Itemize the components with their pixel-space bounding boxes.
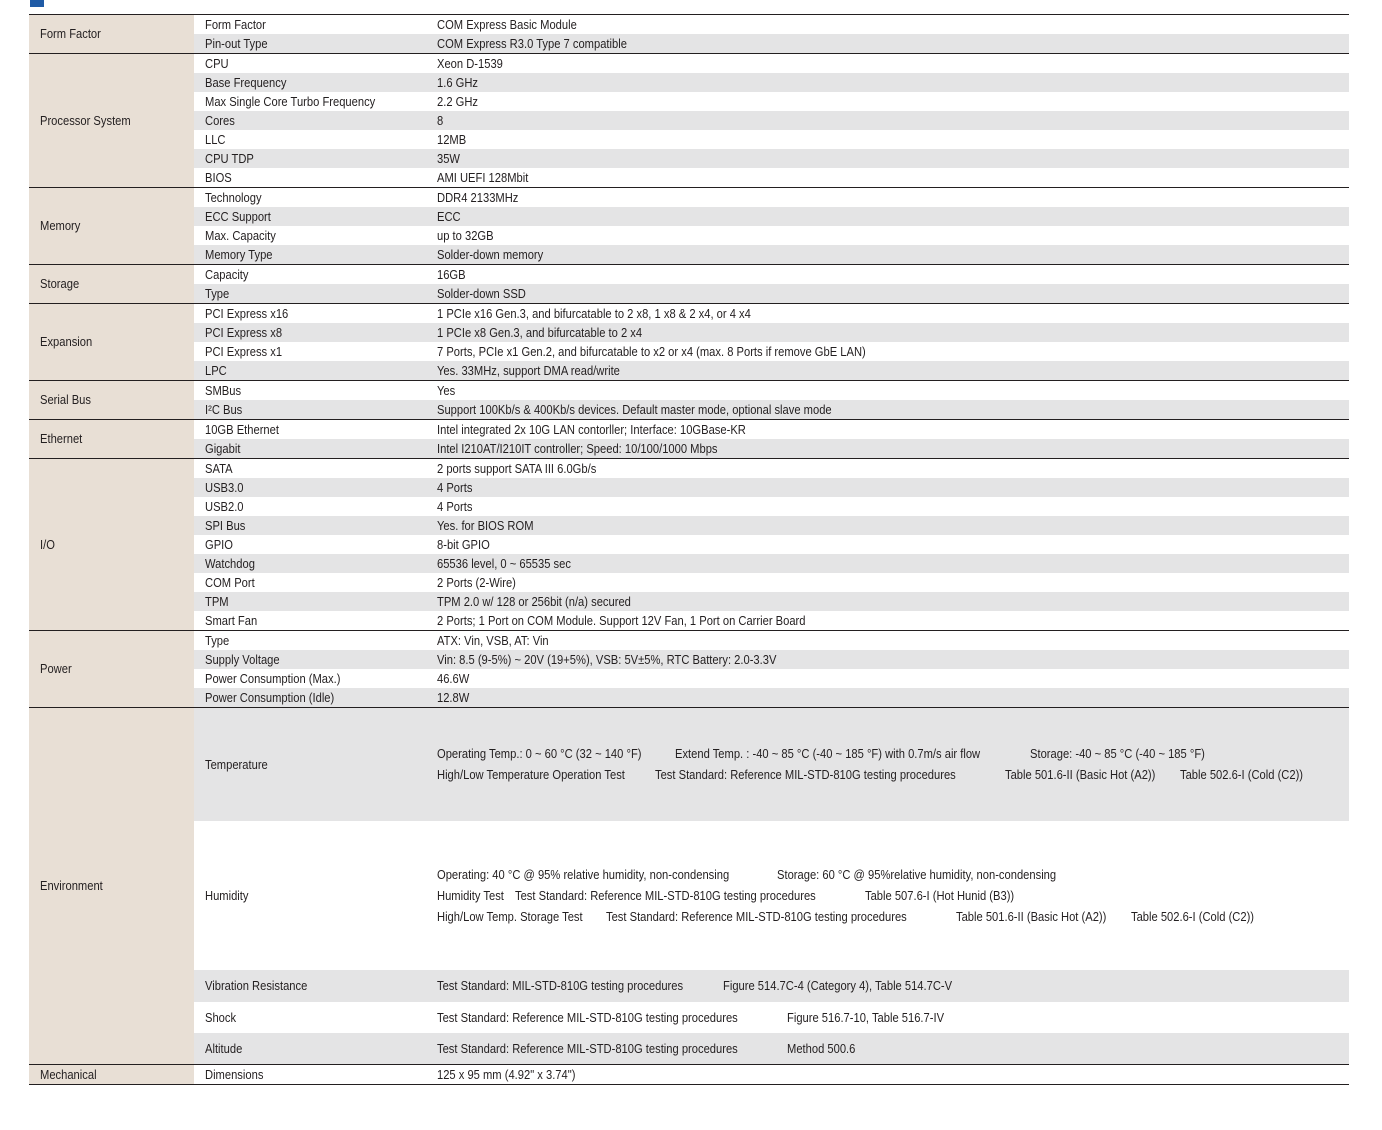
spec-label: SMBus [205,382,242,398]
spec-value-cell [426,226,1349,245]
spec-value: 4 Ports [437,479,473,495]
table-row [29,970,1349,1002]
spec-value: 1 PCIe x16 Gen.3, and bifurcatable to 2 x8, 1 x8 & 2 x4, or 4 x4 [437,305,751,321]
table-row [29,497,1349,516]
spec-label-cell [194,149,426,168]
spec-value-cell [426,573,1349,592]
spec-value: 46.6W [437,670,470,686]
table-row [29,188,1349,208]
spec-label-cell [194,1002,426,1033]
spec-value-cell [426,188,1349,208]
table-row [29,688,1349,708]
table-row [29,361,1349,381]
table-row [29,15,1349,34]
spec-label-cell [194,342,426,361]
spec-value-cell [426,73,1349,92]
spec-label: BIOS [205,169,232,185]
spec-label-cell [194,516,426,535]
spec-value-cell [426,611,1349,631]
table-row [29,516,1349,535]
spec-value-line: Table 507.6-I (Hot Hunid (B3)) [864,887,1014,903]
spec-value-cell [426,168,1349,188]
spec-label: Max. Capacity [205,227,276,243]
spec-label-cell [194,323,426,342]
category-label: Form Factor [40,26,101,41]
spec-value-line: Figure 516.7-10, Table 516.7-IV [786,1009,944,1025]
table-row [29,149,1349,168]
spec-label-cell [194,535,426,554]
spec-value-cell [426,361,1349,381]
spec-value: Yes. 33MHz, support DMA read/write [437,362,620,378]
spec-label: Humidity [205,887,249,903]
spec-value: Support 100Kb/s & 400Kb/s devices. Default master mode, optional slave mode [437,401,832,417]
spec-label-cell [194,207,426,226]
table-row [29,92,1349,111]
spec-value: 2.2 GHz [437,93,479,109]
spec-value-line: Table 501.6-II (Basic Hot (A2)) [956,908,1107,924]
spec-value-cell [426,631,1349,651]
spec-value: 35W [437,150,460,166]
spec-value: 1 PCIe x8 Gen.3, and bifurcatable to 2 x4 [437,324,643,340]
spec-label: Pin-out Type [205,35,268,51]
spec-label-cell [194,400,426,420]
spec-value-line: Storage: 60 °C @ 95%relative humidity, non-condensing [776,866,1056,882]
spec-label: Power Consumption (Max.) [205,670,341,686]
table-row [29,265,1349,285]
category-cell [29,15,194,54]
spec-label-cell [194,439,426,459]
spec-value-cell [426,650,1349,669]
spec-label: Vibration Resistance [205,978,308,993]
table-row [29,207,1349,226]
category-cell [29,304,194,381]
table-row [29,708,1349,822]
spec-value: Solder-down SSD [437,285,526,301]
category-label: Environment [40,878,103,893]
table-row [29,304,1349,324]
spec-value: TPM 2.0 w/ 128 or 256bit (n/a) secured [437,593,631,609]
table-row [29,592,1349,611]
spec-label: CPU [205,55,229,71]
spec-value: 125 x 95 mm (4.92" x 3.74") [437,1066,576,1082]
spec-label-cell [194,73,426,92]
spec-label-cell [194,226,426,245]
spec-label: Type [205,285,230,301]
spec-value-cell [426,439,1349,459]
spec-label-cell [194,592,426,611]
spec-label-cell [194,573,426,592]
spec-label-cell [194,688,426,708]
spec-value-line: Extend Temp. : -40 ~ 85 °C (-40 ~ 185 °F) with 0.7m/s air flow [674,746,980,761]
table-row [29,168,1349,188]
spec-value-cell [426,400,1349,420]
table-row [29,1033,1349,1065]
table-row [29,573,1349,592]
category-label: Serial Bus [40,392,91,407]
spec-value-cell [426,149,1349,168]
spec-value: Intel I210AT/I210IT controller; Speed: 10/100/1000 Mbps [437,440,718,456]
spec-label-cell [194,34,426,54]
spec-value-cell [426,497,1349,516]
spec-label-cell [194,188,426,208]
category-cell [29,54,194,188]
spec-value-cell [426,342,1349,361]
spec-value-cell [426,304,1349,324]
category-cell [29,708,194,1065]
category-label: Processor System [40,112,131,128]
spec-value-cell [426,688,1349,708]
spec-value-line: Test Standard: MIL-STD-810G testing procedures [437,978,684,993]
spec-label: USB2.0 [205,498,244,514]
spec-label: Memory Type [205,246,273,262]
spec-value-line: Test Standard: Reference MIL-STD-810G testing procedures [655,767,957,782]
spec-value-cell [426,111,1349,130]
spec-label: Shock [205,1009,237,1025]
spec-value-cell [426,535,1349,554]
spec-value: AMI UEFI 128Mbit [437,169,529,185]
spec-label: Capacity [205,266,249,282]
spec-label: Technology [205,189,262,205]
table-row [29,459,1349,479]
spec-value: 16GB [437,266,466,282]
spec-value: 1.6 GHz [437,74,479,90]
spec-value-cell [426,284,1349,304]
spec-value: Yes [437,382,456,398]
table-row [29,381,1349,401]
category-label: Expansion [40,334,93,349]
spec-label: Gigabit [205,440,241,456]
table-row [29,130,1349,149]
spec-value: 8 [437,112,444,128]
category-cell [29,459,194,631]
spec-value-cell [426,92,1349,111]
table-row [29,535,1349,554]
spec-value-line: Table 502.6-I (Cold (C2)) [1130,908,1254,924]
table-row [29,554,1349,573]
spec-value-cell [426,821,1349,970]
spec-label: Altitude [205,1040,243,1056]
spec-label: Supply Voltage [205,651,280,667]
spec-value: 4 Ports [437,498,473,514]
table-row [29,650,1349,669]
spec-value-cell [426,130,1349,149]
table-row [29,669,1349,688]
spec-value-line: Method 500.6 [786,1040,856,1056]
category-cell [29,188,194,265]
spec-label: CPU TDP [205,150,254,166]
spec-value-cell [426,245,1349,265]
spec-value-cell [426,15,1349,34]
spec-value-cell [426,478,1349,497]
spec-value-line: High/Low Temp. Storage Test [437,908,583,924]
spec-value: Solder-down memory [437,246,544,262]
spec-value: 2 Ports; 1 Port on COM Module. Support 12V Fan, 1 Port on Carrier Board [437,612,806,628]
spec-value-cell [426,323,1349,342]
spec-label-cell [194,497,426,516]
category-label: I/O [40,536,55,552]
spec-value: 65536 level, 0 ~ 65535 sec [437,555,571,571]
spec-label: LPC [205,362,227,378]
spec-label: Type [205,632,230,648]
spec-value-line: Table 501.6-II (Basic Hot (A2)) [1005,767,1156,782]
spec-value: COM Express Basic Module [437,16,577,32]
spec-label: I²C Bus [205,401,243,417]
spec-label-cell [194,284,426,304]
spec-label: COM Port [205,574,255,590]
spec-value: Vin: 8.5 (9-5%) ~ 20V (19+5%), VSB: 5V±5%, RTC Battery: 2.0-3.3V [437,651,777,667]
table-row [29,439,1349,459]
spec-value-cell [426,1002,1349,1033]
spec-label-cell [194,1033,426,1065]
spec-label-cell [194,381,426,401]
spec-value-cell [426,265,1349,285]
spec-label: Max Single Core Turbo Frequency [205,93,376,109]
spec-value-line: Figure 514.7C-4 (Category 4), Table 514.7C-V [723,978,953,993]
spec-value-line: Table 502.6-I (Cold (C2)) [1180,767,1304,782]
spec-value-cell [426,54,1349,74]
spec-value-cell [426,516,1349,535]
spec-label-cell [194,611,426,631]
spec-label-cell [194,245,426,265]
table-row [29,342,1349,361]
category-cell [29,1065,194,1085]
spec-value: Yes. for BIOS ROM [437,517,534,533]
spec-value-line: Test Standard: Reference MIL-STD-810G testing procedures [437,1009,738,1025]
spec-value-line: Operating: 40 °C @ 95% relative humidity, non-condensing [437,866,730,882]
table-row [29,73,1349,92]
spec-label: SPI Bus [205,517,246,533]
specifications-body [29,15,1349,1085]
table-row [29,1002,1349,1033]
table-row [29,323,1349,342]
spec-label-cell [194,15,426,34]
spec-label: Dimensions [205,1066,264,1082]
specifications-table [29,15,1349,1085]
spec-label-cell [194,631,426,651]
spec-value: Intel integrated 2x 10G LAN contorller; Interface: 10GBase-KR [437,421,746,437]
category-cell [29,631,194,708]
spec-label: LLC [205,131,226,147]
spec-value-cell [426,554,1349,573]
header-accent-mark [30,0,44,7]
category-label: Power [40,661,72,676]
spec-label: Cores [205,112,235,128]
spec-label: GPIO [205,536,233,552]
table-row [29,226,1349,245]
spec-label-cell [194,669,426,688]
spec-value-line: Operating Temp.: 0 ~ 60 °C (32 ~ 140 °F) [437,746,642,761]
spec-value: ATX: Vin, VSB, AT: Vin [437,632,549,648]
spec-label-cell [194,361,426,381]
table-row [29,34,1349,54]
spec-label: PCI Express x8 [205,324,283,340]
spec-value-cell [426,420,1349,440]
table-row [29,821,1349,970]
table-row [29,478,1349,497]
spec-value-cell [426,669,1349,688]
spec-value-line: Storage: -40 ~ 85 °C (-40 ~ 185 °F) [1029,746,1205,761]
spec-label: SATA [205,460,233,476]
spec-label-cell [194,265,426,285]
spec-value-cell [426,1065,1349,1085]
spec-label-cell [194,708,426,822]
spec-label-cell [194,821,426,970]
spec-label-cell [194,459,426,479]
spec-value-line: Test Standard: Reference MIL-STD-810G testing procedures [514,887,816,903]
category-cell [29,381,194,420]
table-row [29,245,1349,265]
table-row [29,631,1349,651]
spec-label: 10GB Ethernet [205,421,279,437]
spec-value-cell [426,708,1349,822]
spec-label: Watchdog [205,555,255,571]
spec-label-cell [194,54,426,74]
spec-value: 7 Ports, PCIe x1 Gen.2, and bifurcatable to x2 or x4 (max. 8 Ports if remove GbE LAN) [437,343,866,359]
table-row [29,1065,1349,1085]
spec-label-cell [194,111,426,130]
table-row [29,284,1349,304]
spec-value-cell [426,34,1349,54]
spec-label: Form Factor [205,16,266,32]
spec-value: ECC [437,208,461,224]
spec-value-line: High/Low Temperature Operation Test [437,767,625,782]
spec-label: PCI Express x1 [205,343,283,359]
spec-label-cell [194,130,426,149]
spec-value-cell [426,459,1349,479]
spec-label: Smart Fan [205,612,258,628]
spec-value: Xeon D-1539 [437,55,503,71]
spec-label-cell [194,1065,426,1085]
spec-value: 8-bit GPIO [437,536,490,552]
table-row [29,400,1349,420]
spec-label: TPM [205,593,229,609]
spec-value: DDR4 2133MHz [437,189,519,205]
spec-label: Temperature [205,756,268,772]
spec-value: 12.8W [437,689,470,705]
spec-value: 2 Ports (2-Wire) [437,574,516,590]
spec-label-cell [194,420,426,440]
category-cell [29,420,194,459]
table-row [29,111,1349,130]
spec-label-cell [194,478,426,497]
table-row [29,54,1349,74]
spec-label: Power Consumption (Idle) [205,689,335,705]
spec-value: 2 ports support SATA III 6.0Gb/s [437,460,597,476]
spec-value: COM Express R3.0 Type 7 compatible [437,35,627,51]
spec-label-cell [194,970,426,1002]
table-row [29,420,1349,440]
spec-label-cell [194,650,426,669]
table-row [29,611,1349,631]
category-label: Storage [40,276,80,291]
spec-label-cell [194,168,426,188]
spec-value-cell [426,1033,1349,1065]
spec-label-cell [194,304,426,324]
spec-label: Base Frequency [205,74,287,90]
spec-label: USB3.0 [205,479,244,495]
category-label: Memory [40,218,81,233]
spec-value-cell [426,381,1349,401]
spec-value: 12MB [437,131,467,147]
spec-label-cell [194,554,426,573]
spec-label: PCI Express x16 [205,305,289,321]
spec-value-line: Humidity Test [437,887,504,903]
spec-value-cell [426,592,1349,611]
spec-value-line: Test Standard: Reference MIL-STD-810G testing procedures [437,1040,738,1056]
category-label: Ethernet [40,431,83,446]
spec-label-cell [194,92,426,111]
spec-value: up to 32GB [437,227,494,243]
spec-label: ECC Support [205,208,271,224]
category-cell [29,265,194,304]
spec-value-cell [426,970,1349,1002]
spec-value-line: Test Standard: Reference MIL-STD-810G testing procedures [606,908,908,924]
category-label: Mechanical [40,1066,97,1082]
spec-value-cell [426,207,1349,226]
